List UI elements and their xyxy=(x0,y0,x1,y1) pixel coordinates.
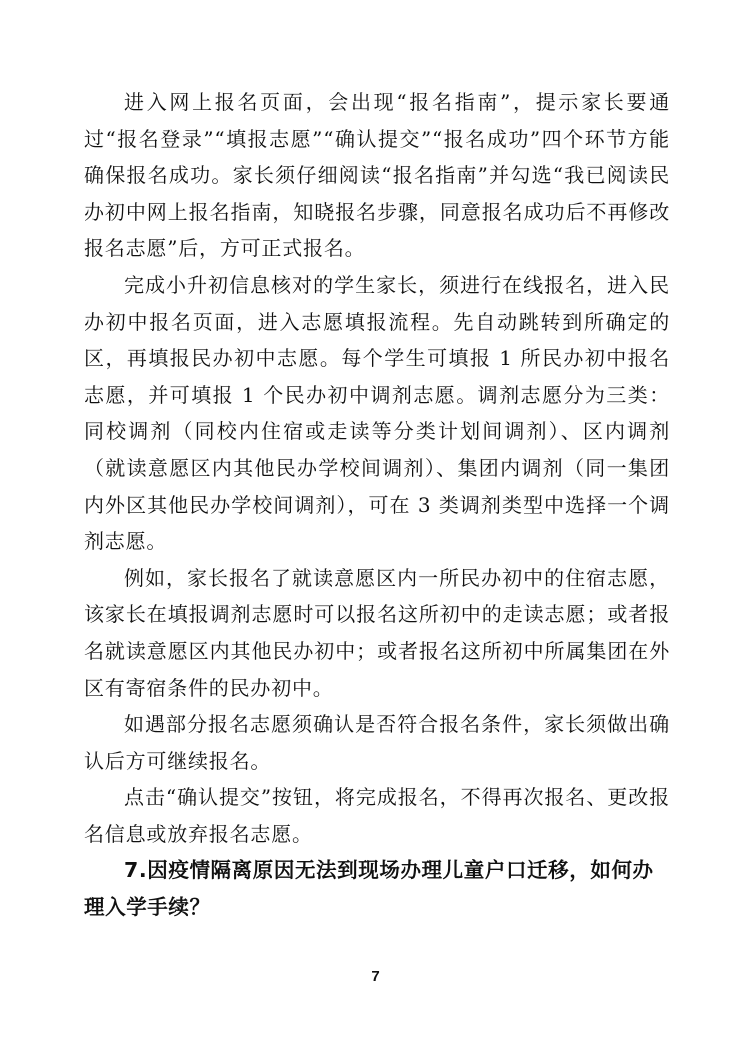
page-number: 7 xyxy=(371,968,380,985)
paragraph-volunteer-filling: 完成小升初信息核对的学生家长，须进行在线报名，进入民办初中报名页面，进入志愿填报流程。先自动跳转到所确定的区，再填报民办初中志愿。每个学生可填报 1 所民办初中报名志愿，并可填报 1 个民办初中调剂志愿。调剂志愿分为三类：同校调剂（同校内住宿或走读等分类计划间调剂）、区内调剂（就读意愿区内其他民办学校间调剂）、集团内调剂（同一集团内外区其他民办学校间调剂），可在 3 类调剂类型中选择一个调剂志愿。 xyxy=(84,272,670,554)
document-body xyxy=(84,84,670,926)
paragraph-submit: 点击“确认提交”按钮，将完成报名，不得再次报名、更改报名信息或放弃报名志愿。 xyxy=(84,785,670,846)
section-heading-7: 7.因疫情隔离原因无法到现场办理儿童户口迁移，如何办理入学手续？ xyxy=(84,858,654,920)
paragraph-example: 例如，家长报名了就读意愿区内一所民办初中的住宿志愿，该家长在填报调剂志愿时可以报名这所初中的走读志愿；或者报名就读意愿区内其他民办初中；或者报名这所初中所属集团在外区有寄宿条件的民办初中。 xyxy=(84,565,670,700)
paragraph-online-registration: 进入网上报名页面，会出现“报名指南”，提示家长要通过“报名登录”“填报志愿”“确认提交”“报名成功”四个环节方能确保报名成功。家长须仔细阅读“报名指南”并勾选“我已阅读民办初中网上报名指南，知晓报名步骤，同意报名成功后不再修改报名志愿”后，方可正式报名。 xyxy=(84,90,670,261)
paragraph-confirm-conditions: 如遇部分报名志愿须确认是否符合报名条件，家长须做出确认后方可继续报名。 xyxy=(84,712,670,773)
